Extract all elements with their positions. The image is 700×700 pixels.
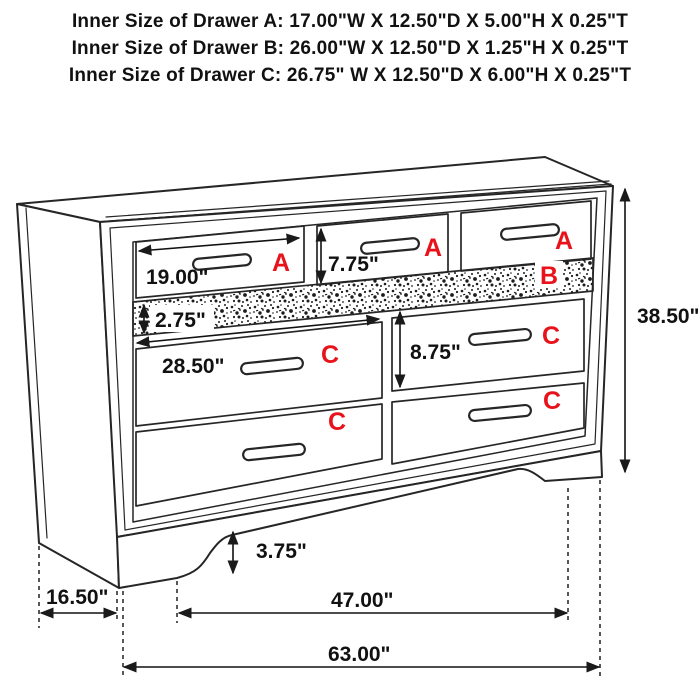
drawer-a3-label: A <box>554 227 574 255</box>
dim-foot-height: 3.75" <box>256 540 307 563</box>
drawer-c1-right-label: C <box>541 322 561 350</box>
drawer-b-label: B <box>539 262 559 290</box>
drawer-c2-right-label: C <box>542 387 562 415</box>
drawer-c1-left-label: C <box>320 341 340 369</box>
dim-drawer-c-height: 8.75" <box>410 341 461 364</box>
inner-size-drawer-c: Inner Size of Drawer C: 26.75" W X 12.50"D X 6.00"H X 0.25"T <box>68 65 632 86</box>
drawer-a1-label: A <box>271 249 291 277</box>
dim-overall-height: 38.50" <box>637 305 700 328</box>
inner-size-drawer-b: Inner Size of Drawer B: 26.00"W X 12.50"D X 1.25"H X 0.25"T <box>71 38 629 59</box>
dim-leg-span: 47.00" <box>331 589 394 612</box>
drawer-a2-label: A <box>423 234 443 262</box>
inner-size-drawer-a: Inner Size of Drawer A: 17.00"W X 12.50"D X 5.00"H X 0.25"T <box>71 11 629 32</box>
dim-drawer-a-width: 19.00" <box>146 266 209 289</box>
drawer-c2-left-label: C <box>327 408 347 436</box>
dim-drawer-b-height: 2.75" <box>155 309 206 332</box>
dim-drawer-a-height: 7.75" <box>328 253 379 276</box>
dim-drawer-c-width: 28.50" <box>162 355 225 378</box>
dim-side-depth: 16.50" <box>46 586 109 609</box>
dim-overall-width: 63.00" <box>328 643 391 666</box>
